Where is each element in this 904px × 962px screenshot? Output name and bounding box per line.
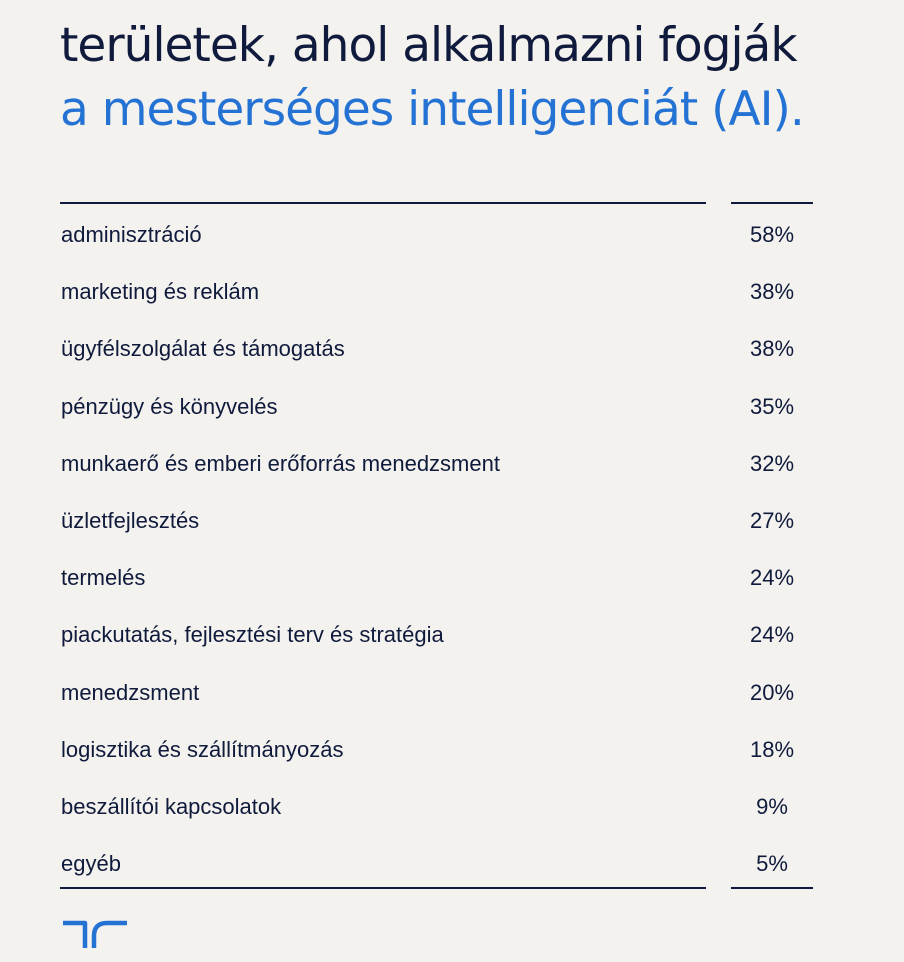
row-value: 24%: [749, 622, 795, 648]
row-label: egyéb: [61, 851, 121, 877]
row-label: ügyfélszolgálat és támogatás: [61, 336, 345, 362]
table-top-rule-values: [731, 202, 813, 204]
table-row: [0, 720, 904, 777]
row-value: 20%: [749, 679, 795, 705]
row-label: marketing és reklám: [61, 279, 260, 305]
row-value: 32%: [749, 450, 795, 476]
table-top-rule-labels: [60, 202, 706, 204]
row-label: logisztika és szállítmányozás: [61, 736, 344, 762]
title-line-1: területek, ahol alkalmazni fogják: [60, 18, 797, 73]
page-title: [60, 14, 804, 142]
row-label: adminisztráció: [61, 222, 202, 247]
table-row: [0, 663, 904, 720]
row-label: munkaerő és emberi erőforrás menedzsment: [61, 450, 500, 476]
table-row: [0, 319, 904, 376]
table-row: [0, 434, 904, 491]
row-value: 58%: [749, 222, 795, 247]
table-row: [0, 777, 904, 834]
row-value: 9%: [756, 793, 788, 819]
row-label: pénzügy és könyvelés: [61, 393, 278, 419]
table-row: [0, 548, 904, 605]
row-value: 27%: [749, 507, 795, 533]
table-row: [0, 205, 904, 262]
table-bottom-rule-labels: [60, 887, 706, 889]
table-row: [0, 834, 904, 891]
row-value: 24%: [749, 565, 795, 591]
row-value: 38%: [749, 279, 795, 305]
row-value: 38%: [749, 336, 795, 362]
row-value: 5%: [756, 851, 788, 877]
row-label: piackutatás, fejlesztési terv és stratégia: [61, 622, 444, 648]
table-row: [0, 262, 904, 319]
row-label: termelés: [61, 565, 146, 591]
row-label: üzletfejlesztés: [61, 507, 200, 533]
table-bottom-rule-values: [731, 887, 813, 889]
table-row: [0, 605, 904, 662]
results-table: [0, 205, 904, 891]
row-label: menedzsment: [61, 679, 200, 705]
table-row: [0, 377, 904, 434]
row-label: beszállítói kapcsolatok: [61, 793, 282, 819]
row-value: 18%: [749, 736, 795, 762]
table-row: [0, 491, 904, 548]
row-value: 35%: [749, 393, 795, 419]
title-line-2: a mesterséges intelligenciát (AI).: [60, 82, 804, 137]
randstad-logo-icon: [61, 920, 129, 950]
